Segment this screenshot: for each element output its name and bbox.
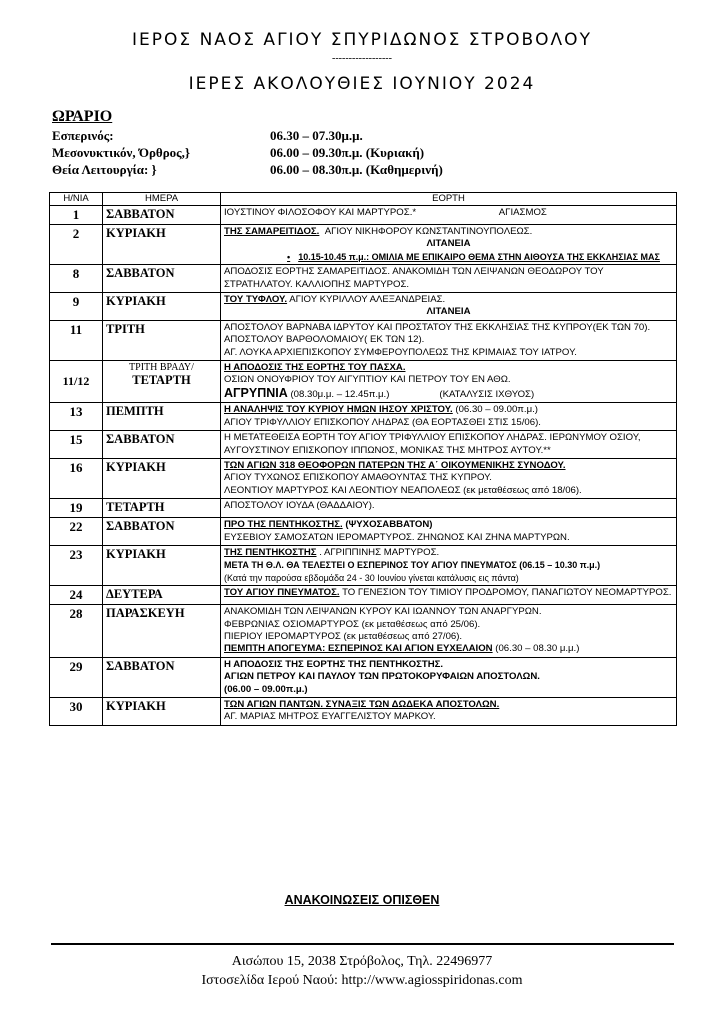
feast-line: ΛΕΟΝΤΙΟΥ ΜΑΡΤΥΡΟΣ ΚΑΙ ΛΕΟΝΤΙΟΥ ΝΕΑΠΟΛΕΩΣ (εκ μεταθέσεως από 18/06). — [224, 484, 582, 496]
feast-line: ΤΟ ΓΕΝΕΣΙΟΝ ΤΟΥ ΤΙΜΙΟΥ ΠΡΟΔΡΟΜΟΥ, ΠΑΝΑΓΙΩΤΟΥ ΝΕΟΜΑΡΤΥΡΟΣ. — [342, 587, 672, 599]
feast-line: ΑΓ. ΜΑΡΙΑΣ ΜΗΤΡΟΣ ΕΥΑΓΓΕΛΙΣΤΟΥ ΜΑΡΚΟΥ. — [224, 711, 436, 723]
row-date: 1 — [50, 206, 103, 225]
schedule-title: ΩΡΑΡΙΟ — [52, 108, 113, 125]
schedule-label: Μεσονυκτικόν, Όρθρος,} — [52, 145, 191, 160]
row-feast: Η ΜΕΤΑΤΕΘΕΙΣΑ ΕΟΡΤΗ ΤΟΥ ΑΓΙΟΥ ΤΡΙΦΥΛΛΙΟΥ ΕΠΙΣΚΟΠΟΥ ΛΗΔΡΑΣ. ΙΕΡΩΝΥΜΟΥ ΟΣΙΟΥ, ΑΥΓΟΥΣΤΙΝΟΥ ΕΠΙΣΚΟΠΟΥ ΙΠΠΩΝΟΣ, ΜΟΝΙΚΑΣ ΤΗΣ ΜΗΤΡΟΣ ΑΥΤΟΥ.** — [221, 431, 677, 459]
row-feast — [221, 361, 677, 403]
row-feast — [221, 605, 677, 658]
litany-label: ΛΙΤΑΝΕΙΑ — [426, 306, 471, 318]
row-date: 24 — [50, 586, 103, 605]
row-day: ΠΑΡΑΣΚΕΥΗ — [103, 605, 221, 658]
table-row — [50, 518, 677, 546]
fast-note: (Κατά την παρούσα εβδομάδα 24 - 30 Ιουνίου γίνεται κατάλυσις εις πάντα) — [224, 572, 519, 583]
row-day: ΣΑΒΒΑΤΟΝ — [103, 431, 221, 459]
table-row — [50, 265, 677, 293]
schedule-time: 06.00 – 08.30π.μ. (Καθημερινή) — [270, 162, 443, 177]
row-date: 9 — [50, 293, 103, 321]
row-feast — [221, 657, 677, 697]
row-feast — [221, 518, 677, 546]
table-row — [50, 586, 677, 605]
table-row — [50, 499, 677, 518]
schedule-row — [52, 128, 692, 145]
feast-line: ΙΟΥΣΤΙΝΟΥ ΦΙΛΟΣΟΦΟΥ ΚΑΙ ΜΑΡΤΥΡΟΣ.* — [224, 207, 417, 218]
row-day: ΣΑΒΒΑΤΟΝ — [103, 265, 221, 293]
schedule-block — [52, 108, 692, 179]
feast-line: ΑΓΙΟΥ ΚΥΡΙΛΛΟΥ ΑΛΕΞΑΝΔΡΕΙΑΣ. — [289, 294, 446, 306]
row-date: 11/12 — [50, 361, 103, 403]
table-row — [50, 657, 677, 697]
schedule-label: Εσπερινός: — [52, 128, 114, 143]
table-row — [50, 698, 677, 726]
feast-time: (06.00 – 09.00π.μ.) — [224, 683, 308, 695]
feast-line: ΠΙΕΡΙΟΥ ΙΕΡΟΜΑΡΤΥΡΟΣ (εκ μεταθέσεως από 27/06). — [224, 630, 463, 642]
row-date: 8 — [50, 265, 103, 293]
row-date: 13 — [50, 403, 103, 431]
table-row — [50, 403, 677, 431]
row-feast — [221, 225, 677, 265]
feast-line: ΑΠΟΣΤΟΛΟΥ ΒΑΡΝΑΒΑ ΙΔΡΥΤΟΥ ΚΑΙ ΠΡΟΣΤΑΤΟΥ ΤΗΣ ΕΚΚΛΗΣΙΑΣ ΤΗΣ ΚΥΠΡΟΥ(ΕΚ ΤΩΝ 70). ΑΠΟΣΤΟΛΟΥ ΒΑΡΘΟΛΟΜΑΙΟΥ( ΕΚ ΤΩΝ 12). — [224, 321, 651, 346]
table-row — [50, 225, 677, 265]
services-table — [49, 192, 677, 726]
feast-line: ΑΓΙΟΥ ΤΡΙΦΥΛΛΙΟΥ ΕΠΙΣΚΟΠΟΥ ΛΗΔΡΑΣ (ΘΑ ΕΟΡΤΑΣΘΕΙ ΣΤΙΣ 15/06). — [224, 416, 541, 428]
document-title: ΙΕΡΟΣ ΝΑΟΣ ΑΓΙΟΥ ΣΠΥΡΙΔΩΝΟΣ ΣΤΡΟΒΟΛΟΥ — [132, 30, 592, 50]
footer — [0, 952, 724, 990]
table-row — [50, 431, 677, 459]
feast-main: ΤΩΝ ΑΓΙΩΝ ΠΑΝΤΩΝ. ΣΥΝΑΞΙΣ ΤΩΝ ΔΩΔΕΚΑ ΑΠΟΣΤΟΛΩΝ. — [224, 699, 500, 710]
row-date: 19 — [50, 499, 103, 518]
row-feast — [221, 458, 677, 498]
row-day: ΚΥΡΙΑΚΗ — [103, 225, 221, 265]
vigil-time: (08.30μ.μ. – 12.45π.μ.) — [290, 388, 390, 400]
feast-main: Η ΑΠΟΔΟΣΙΣ ΤΗΣ ΕΟΡΤΗΣ ΤΗΣ ΠΕΝΤΗΚΟΣΤΗΣ. — [224, 658, 444, 670]
table-row — [50, 206, 677, 225]
row-feast — [221, 403, 677, 431]
schedule-time: 06.00 – 09.30π.μ. (Κυριακή) — [270, 145, 425, 160]
feast-note: ΑΓΙΑΣΜΟΣ — [498, 207, 547, 218]
homily-note: • 10.15-10.45 π.μ.: ΟΜΙΛΙΑ ΜΕ ΕΠΙΚΑΙΡΟ ΘΕΜΑ ΣΤΗΝ ΑΙΘΟΥΣΑ ΤΗΣ ΕΚΚΛΗΣΙΑΣ ΜΑΣ — [224, 251, 673, 263]
table-row — [50, 320, 677, 360]
row-day: ΤΡΙΤΗ — [103, 320, 221, 360]
row-date: 23 — [50, 545, 103, 585]
table-row — [50, 458, 677, 498]
document-subtitle: ΙΕΡΕΣ ΑΚΟΛΟΥΘΙΕΣ ΙΟΥΝΙΟΥ 2024 — [188, 74, 536, 94]
table-row — [50, 605, 677, 658]
row-day: ΚΥΡΙΑΚΗ — [103, 458, 221, 498]
feast-line: ΟΣΙΩΝ ΟΝΟΥΦΡΙΟΥ ΤΟΥ ΑΙΓΥΠΤΙΟΥ ΚΑΙ ΠΕΤΡΟΥ ΤΟΥ ΕΝ ΑΘΩ. — [224, 374, 511, 386]
feast-line: ΦΕΒΡΩΝΙΑΣ ΟΣΙΟΜΑΡΤΥΡΟΣ (εκ μεταθέσεως από 25/06). — [224, 618, 481, 630]
schedule-row — [52, 145, 692, 162]
feast-main: ΤΗΣ ΣΑΜΑΡΕΙΤΙΔΟΣ. — [224, 226, 320, 237]
row-feast — [221, 698, 677, 726]
row-date: 15 — [50, 431, 103, 459]
row-feast: ΑΠΟΔΟΣΙΣ ΕΟΡΤΗΣ ΣΑΜΑΡΕΙΤΙΔΟΣ. ΑΝΑΚΟΜΙΔΗ ΤΩΝ ΛΕΙΨΑΝΩΝ ΘΕΟΔΩΡΟΥ ΤΟΥ ΣΤΡΑΤΗΛΑΤΟΥ. ΚΑΛΛΙΟΠΗΣ ΜΑΡΤΥΡΟΣ. — [221, 265, 677, 293]
table-row — [50, 361, 677, 403]
row-date: 29 — [50, 657, 103, 697]
feast-line: ΑΝΑΚΟΜΙΔΗ ΤΩΝ ΛΕΙΨΑΝΩΝ ΚΥΡΟΥ ΚΑΙ ΙΩΑΝΝΟΥ ΤΩΝ ΑΝΑΡΓΥΡΩΝ. — [224, 606, 542, 618]
vespers-note: ΜΕΤΑ ΤΗ Θ.Λ. ΘΑ ΤΕΛΕΣΤΕΙ Ο ΕΣΠΕΡΙΝΟΣ ΤΟΥ ΑΓΙΟΥ ΠΝΕΥΜΑΤΟΣ (06.15 – 10.30 π.μ.) — [224, 560, 601, 571]
litany-label: ΛΙΤΑΝΕΙΑ — [426, 238, 471, 250]
feast-main: Η ΑΠΟΔΟΣΙΣ ΤΗΣ ΕΟΡΤΗΣ ΤΟΥ ΠΑΣΧΑ. — [224, 362, 406, 374]
row-date: 2 — [50, 225, 103, 265]
footer-address: Αισώπου 15, 2038 Στρόβολος, Τηλ. 22496977 — [231, 954, 493, 969]
feast-line: ΑΓΙΟΥ ΝΙΚΗΦΟΡΟΥ ΚΩΝΣΤΑΝΤΙΝΟΥΠΟΛΕΩΣ. — [324, 226, 533, 237]
row-day: ΤΕΤΑΡΤΗ — [103, 499, 221, 518]
feast-line: ΑΓΙΟΥ ΤΥΧΩΝΟΣ ΕΠΙΣΚΟΠΟΥ ΑΜΑΘΟΥΝΤΑΣ ΤΗΣ ΚΥΠΡΟΥ. — [224, 472, 492, 484]
header-date: Η/ΝΙΑ — [50, 193, 103, 206]
announcement: ΑΝΑΚΟΙΝΩΣΕΙΣ ΟΠΙΣΘΕΝ — [284, 893, 440, 907]
schedule-row — [52, 162, 692, 179]
feast-main: ΤΗΣ ΠΕΝΤΗΚΟΣΤΗΣ — [224, 546, 317, 558]
feast-line: ΕΥΣΕΒΙΟΥ ΣΑΜΟΣΑΤΩΝ ΙΕΡΟΜΑΡΤΥΡΟΣ. ΖΗΝΩΝΟΣ ΚΑΙ ΖΗΝΑ ΜΑΡΤΥΡΩΝ. — [224, 531, 570, 543]
title-divider: ------------------ — [332, 53, 392, 64]
feast-time: (06.30 – 08.30 μ.μ.) — [495, 643, 580, 655]
row-feast — [221, 293, 677, 321]
row-feast — [221, 586, 677, 605]
header-day: ΗΜΕΡΑ — [103, 193, 221, 206]
row-day: ΚΥΡΙΑΚΗ — [103, 293, 221, 321]
schedule-label: Θεία Λειτουργία: } — [52, 162, 157, 177]
row-day: ΔΕΥΤΕΡΑ — [103, 586, 221, 605]
row-date: 16 — [50, 458, 103, 498]
feast-time: (06.30 – 09.00π.μ.) — [455, 404, 538, 416]
row-day: ΣΑΒΒΑΤΟΝ — [103, 206, 221, 225]
feast-main: ΑΓΙΩΝ ΠΕΤΡΟΥ ΚΑΙ ΠΑΥΛΟΥ ΤΩΝ ΠΡΩΤΟΚΟΡΥΦΑΙΩΝ ΑΠΟΣΤΟΛΩΝ. — [224, 671, 540, 683]
row-day-line: ΤΕΤΑΡΤΗ — [132, 373, 191, 388]
feast-note: (ΨΥΧΟΣΑΒΒΑΤΟΝ) — [345, 519, 433, 531]
footer-website: Ιστοσελίδα Ιερού Ναού: http://www.agiosspiridonas.com — [201, 973, 523, 988]
footer-divider — [51, 943, 674, 945]
row-feast — [221, 320, 677, 360]
feast-main: ΠΡΟ ΤΗΣ ΠΕΝΤΗΚΟΣΤΗΣ. — [224, 519, 343, 531]
row-feast: ΑΠΟΣΤΟΛΟΥ ΙΟΥΔΑ (ΘΑΔΔΑΙΟΥ). — [221, 499, 677, 518]
row-date: 28 — [50, 605, 103, 658]
row-date: 30 — [50, 698, 103, 726]
row-day: ΣΑΒΒΑΤΟΝ — [103, 518, 221, 546]
header-feast: ΕΟΡΤΗ — [221, 193, 677, 206]
feast-main: Η ΑΝΑΛΗΨΙΣ ΤΟΥ ΚΥΡΙΟΥ ΗΜΩΝ ΙΗΣΟΥ ΧΡΙΣΤΟΥ. — [224, 404, 453, 416]
row-date: 22 — [50, 518, 103, 546]
table-header-row — [50, 193, 677, 206]
row-day — [103, 361, 221, 403]
row-day: ΠΕΜΠΤΗ — [103, 403, 221, 431]
vigil-label: ΑΓΡΥΠΝΙΑ — [224, 385, 288, 400]
row-day-line: ΤΡΙΤΗ ΒΡΑΔΥ/ — [129, 362, 194, 374]
row-date: 11 — [50, 320, 103, 360]
table-row — [50, 545, 677, 585]
vigil-note: (ΚΑΤΑΛΥΣΙΣ ΙΧΘΥΟΣ) — [439, 388, 535, 400]
feast-line: ΑΓ. ΛΟΥΚΑ ΑΡΧΙΕΠΙΣΚΟΠΟΥ ΣΥΜΦΕΡΟΥΠΟΛΕΩΣ ΤΗΣ ΚΡΙΜΑΙΑΣ ΤΟΥ ΙΑΤΡΟΥ. — [224, 346, 577, 358]
row-day: ΚΥΡΙΑΚΗ — [103, 698, 221, 726]
feast-line: . ΑΓΡΙΠΠΙΝΗΣ ΜΑΡΤΥΡΟΣ. — [319, 546, 440, 558]
feast-main: ΤΟΥ ΑΓΙΟΥ ΠΝΕΥΜΑΤΟΣ. — [224, 587, 340, 599]
feast-main: ΠΕΜΠΤΗ ΑΠΟΓΕΥΜΑ: ΕΣΠΕΡΙΝΟΣ ΚΑΙ ΑΓΙΟΝ ΕΥΧΕΛΑΙΟΝ — [224, 643, 493, 655]
row-day: ΚΥΡΙΑΚΗ — [103, 545, 221, 585]
row-feast — [221, 206, 677, 225]
feast-main: ΤΟΥ ΤΥΦΛΟΥ. — [224, 294, 288, 306]
table-row — [50, 293, 677, 321]
schedule-time: 06.30 – 07.30μ.μ. — [270, 128, 363, 143]
feast-main: ΤΩΝ ΑΓΙΩΝ 318 ΘΕΟΦΟΡΩΝ ΠΑΤΕΡΩΝ ΤΗΣ Α΄ ΟΙΚΟΥΜΕΝΙΚΗΣ ΣΥΝΟΔΟΥ. — [224, 459, 566, 471]
row-day: ΣΑΒΒΑΤΟΝ — [103, 657, 221, 697]
row-feast — [221, 545, 677, 585]
